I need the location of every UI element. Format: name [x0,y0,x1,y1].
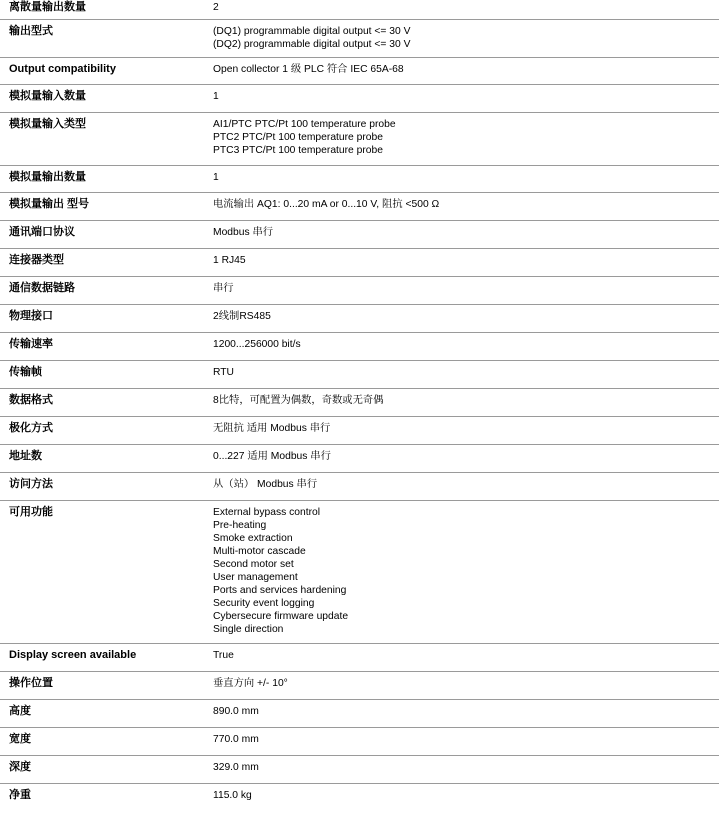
spec-row [0,193,719,221]
spec-label: 传输速率 [9,338,53,350]
spec-row [0,784,719,812]
spec-row [0,85,719,113]
spec-value-line: 770.0 mm [213,734,259,745]
spec-value [203,644,719,671]
spec-value [203,361,719,388]
spec-row [0,700,719,728]
spec-value [203,728,719,755]
spec-row [0,221,719,249]
spec-label: 通讯端口协议 [9,226,75,238]
spec-value-line: PTC3 PTC/Pt 100 temperature probe [213,145,383,156]
spec-row [0,756,719,784]
spec-value [203,389,719,416]
spec-value [203,756,719,783]
spec-value-line: 2线制RS485 [213,311,271,322]
spec-row [0,672,719,700]
spec-value-line: Second motor set [213,559,294,570]
spec-value-line: Open collector 1 级 PLC 符合 IEC 65A-68 [213,64,404,75]
spec-row [0,445,719,473]
spec-label: 操作位置 [9,677,53,689]
spec-row [0,0,719,20]
spec-value-line: True [213,650,234,661]
spec-value-line: Security event logging [213,598,315,609]
spec-value [203,166,719,192]
spec-value [203,445,719,472]
spec-value [203,20,719,57]
spec-value [203,305,719,332]
spec-value [203,784,719,812]
spec-value-line: 890.0 mm [213,706,259,717]
spec-label: 宽度 [9,733,31,745]
spec-label: 访问方法 [9,478,53,490]
spec-label: 极化方式 [9,422,53,434]
spec-label: 深度 [9,761,31,773]
spec-value [203,193,719,220]
spec-value-line: Single direction [213,624,284,635]
spec-row [0,389,719,417]
spec-value-line: 329.0 mm [213,762,259,773]
spec-value-line: Ports and services hardening [213,585,347,596]
spec-label: 模拟量输出数量 [9,171,86,183]
spec-value [203,249,719,276]
spec-value-line: 垂直方向 +/- 10° [213,678,288,689]
spec-value-line: Multi-motor cascade [213,546,306,557]
spec-value [203,113,719,165]
spec-value [203,85,719,112]
spec-value-line: Smoke extraction [213,533,293,544]
spec-row [0,501,719,644]
spec-value [203,501,719,643]
spec-value-line: 电流输出 AQ1: 0...20 mA or 0...10 V, 阻抗 <500 Ω [213,199,440,210]
spec-row [0,333,719,361]
spec-value-line: 1 RJ45 [213,255,246,266]
spec-label: 传输帧 [9,366,42,378]
spec-label: 物理接口 [9,310,53,322]
spec-row [0,728,719,756]
spec-value-line: 无阻抗 适用 Modbus 串行 [213,423,331,434]
spec-value [203,277,719,304]
spec-value-line: 2 [213,2,219,13]
spec-value-line: PTC2 PTC/Pt 100 temperature probe [213,132,383,143]
spec-label: Display screen available [9,649,137,661]
spec-row [0,644,719,672]
spec-value-line: Cybersecure firmware update [213,611,349,622]
spec-value-line: AI1/PTC PTC/Pt 100 temperature probe [213,119,396,130]
spec-value [203,58,719,84]
spec-label: 输出型式 [9,25,53,37]
spec-value [203,0,719,19]
spec-label: 地址数 [9,450,42,462]
spec-value [203,700,719,727]
spec-row [0,166,719,193]
spec-label: 数据格式 [9,394,53,406]
spec-label: 连接器类型 [9,254,64,266]
spec-row [0,305,719,333]
spec-value-line: User management [213,572,298,583]
spec-row [0,249,719,277]
spec-label: Output compatibility [9,63,116,75]
spec-row [0,58,719,85]
spec-label: 模拟量输出 型号 [9,198,90,210]
spec-value-line: 8比特，可配置为偶数，奇数或无奇偶 [213,395,384,406]
spec-value-line: 1200...256000 bit/s [213,339,301,350]
spec-row [0,113,719,166]
spec-value [203,333,719,360]
spec-label: 通信数据链路 [9,282,75,294]
spec-value-line: 1 [213,91,219,102]
spec-value-line: Pre-heating [213,520,267,531]
spec-value [203,672,719,699]
spec-value-line: RTU [213,367,234,378]
spec-value-line: (DQ2) programmable digital output <= 30 V [213,39,411,50]
spec-row [0,361,719,389]
spec-value-line: Modbus 串行 [213,227,274,238]
spec-label: 高度 [9,705,31,717]
spec-label: 模拟量输入数量 [9,90,86,102]
spec-row [0,473,719,501]
spec-label: 净重 [9,789,31,801]
spec-value-line: External bypass control [213,507,321,518]
spec-value [203,417,719,444]
spec-value-line: (DQ1) programmable digital output <= 30 V [213,26,411,37]
spec-value-line: 从（站） Modbus 串行 [213,479,318,490]
spec-value-line: 串行 [213,283,234,294]
spec-value [203,473,719,500]
spec-row [0,20,719,58]
spec-label: 离散量输出数量 [9,1,86,13]
spec-value [203,221,719,248]
spec-value-line: 0...227 适用 Modbus 串行 [213,451,331,462]
spec-label: 可用功能 [9,506,53,518]
spec-label: 模拟量输入类型 [9,118,86,130]
spec-value-line: 115.0 kg [213,790,252,801]
spec-value-line: 1 [213,172,219,183]
spec-row [0,417,719,445]
spec-row [0,277,719,305]
